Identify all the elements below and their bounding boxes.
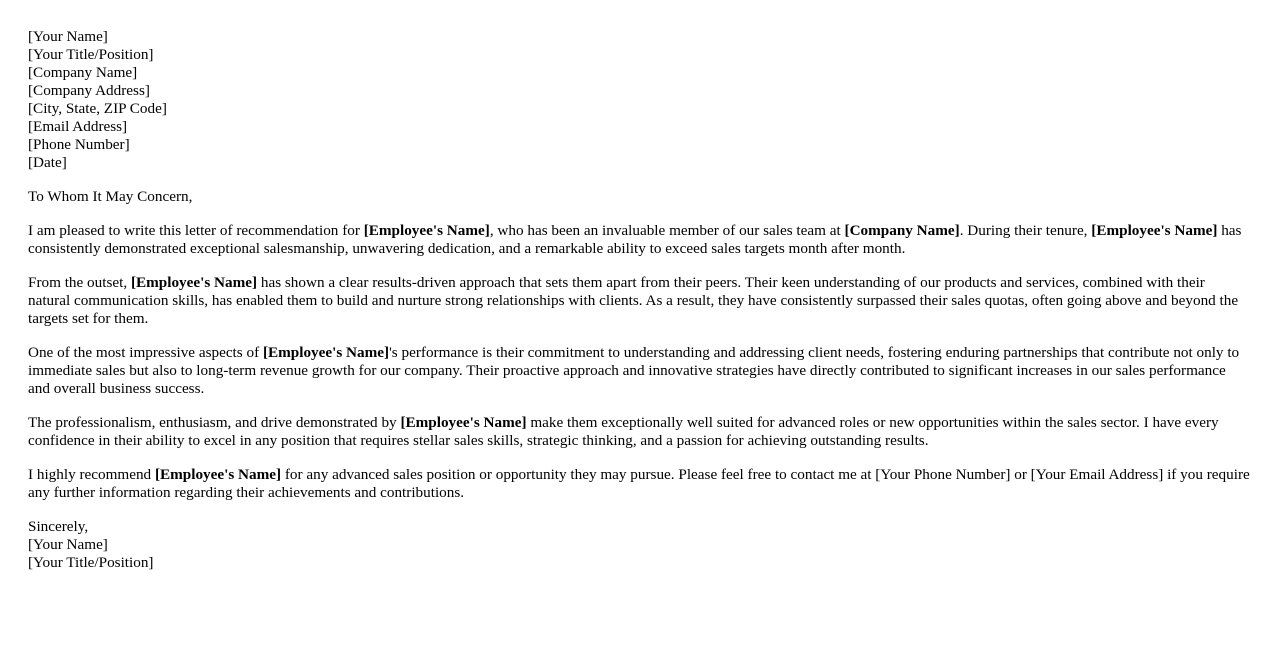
employee-name: [Employee's Name] <box>1091 222 1218 239</box>
signer-name: [Your Name] <box>28 536 108 553</box>
sender-phone: [Phone Number] <box>28 136 130 153</box>
valediction: Sincerely, <box>28 518 89 535</box>
employee-name: [Employee's Name] <box>400 414 527 431</box>
company-name: [Company Name] <box>844 222 960 239</box>
paragraph-performance <box>28 344 1250 398</box>
sender-city-state-zip: [City, State, ZIP Code] <box>28 100 167 117</box>
employee-name: [Employee's Name] <box>130 274 258 291</box>
signer-title: [Your Title/Position] <box>28 554 154 571</box>
body-text: has shown a clear results-driven approach that sets them apart from their peers. Their keen understanding of our products and services, combined with their natural communication skills, has enabled them to build and nurture strong relationships with clients. As a result, they have consistently surpassed their sales quotas, often going above and beyond the targets set for them. <box>28 274 1239 327</box>
closing-block <box>28 518 1250 572</box>
salutation: To Whom It May Concern, <box>28 188 193 205</box>
employee-name: [Employee's Name] <box>154 466 282 483</box>
sender-address: [Company Address] <box>28 82 150 99</box>
body-text: . During their tenure, <box>959 222 1092 239</box>
paragraph-recommendation <box>28 466 1250 502</box>
sender-name: [Your Name] <box>28 28 108 45</box>
paragraph-introduction <box>28 222 1250 258</box>
body-text: From the outset, <box>28 274 131 291</box>
letter-document <box>28 28 1250 572</box>
body-text: I highly recommend <box>28 466 155 483</box>
body-text: 's performance is their commitment to understanding and addressing client needs, fostering enduring partnerships that contribute not only to immediate sales but also to long-term revenue growth for our company. Their proactive approach and innovative strategies have directly contributed to significant increases in our sales performance and overall business success. <box>28 344 1240 397</box>
body-text: for any advanced sales position or opportunity they may pursue. Please feel free to contact me at [Your Phone Number] or [Your Email Address] if you require any further information regarding their achievements and contributions. <box>28 466 1250 501</box>
body-text: I am pleased to write this letter of recommendation for <box>28 222 364 239</box>
paragraph-results <box>28 274 1250 328</box>
employee-name: [Employee's Name] <box>363 222 490 239</box>
body-text: One of the most impressive aspects of <box>28 344 263 361</box>
body-text: has consistently demonstrated exceptional salesmanship, unwavering dedication, and a remarkable ability to exceed sales targets month after month. <box>28 222 1242 257</box>
body-text: make them exceptionally well suited for advanced roles or new opportunities within the sales sector. I have every confidence in their ability to excel in any position that requires stellar sales skills, strategic thinking, and a passion for achieving outstanding results. <box>28 414 1219 449</box>
employee-name: [Employee's Name] <box>262 344 390 361</box>
sender-info-block <box>28 28 1250 172</box>
sender-company: [Company Name] <box>28 64 138 81</box>
body-text: The professionalism, enthusiasm, and drive demonstrated by <box>28 414 401 431</box>
sender-email: [Email Address] <box>28 118 128 135</box>
letter-date: [Date] <box>28 154 67 171</box>
body-text: , who has been an invaluable member of our sales team at <box>489 222 845 239</box>
sender-title: [Your Title/Position] <box>28 46 154 63</box>
paragraph-professionalism <box>28 414 1250 450</box>
